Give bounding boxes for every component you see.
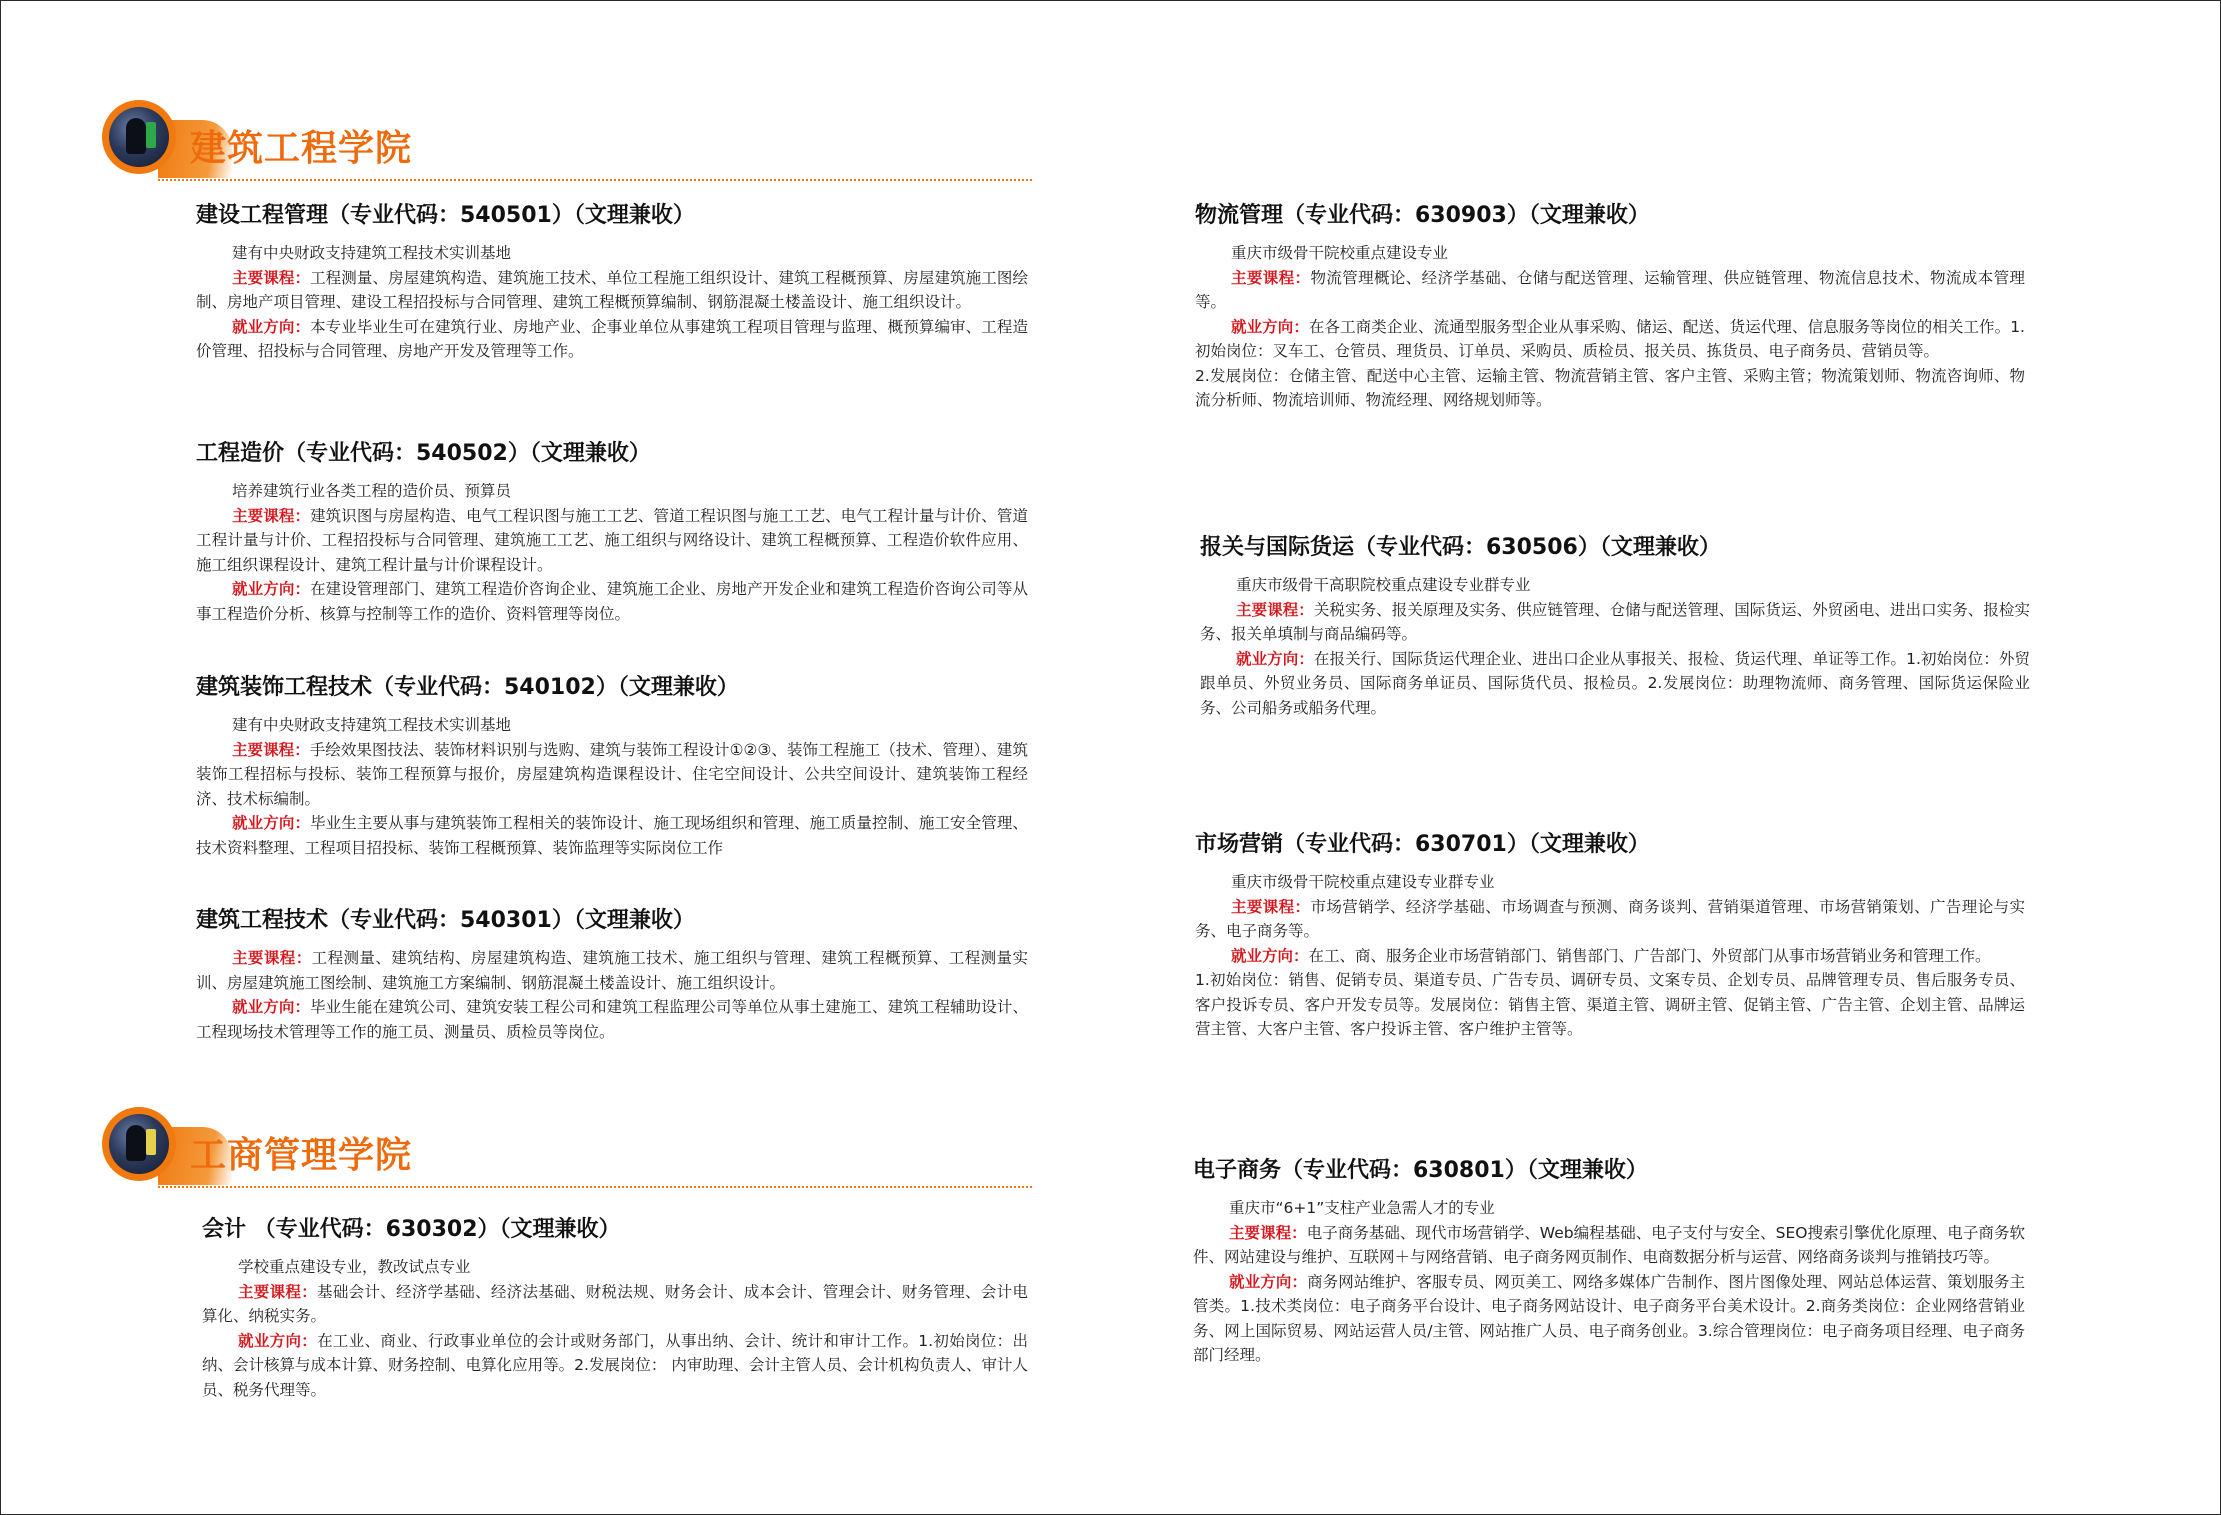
major-title: 市场营销（专业代码：630701）（文理兼收） [1195, 832, 1650, 857]
major-courses: 主要课程：关税实务、报关原理及实务、供应链管理、仓储与配送管理、国际货运、外贸函电、进出口实务、报检实务、报关单填制与商品编码等。 [1200, 600, 2030, 643]
major-title: 报关与国际货运（专业代码：630506）（文理兼收） [1200, 535, 1721, 560]
major-extra: 2.发展岗位：仓储主管、配送中心主管、运输主管、物流营销主管、客户主管、采购主管；物流策划师、物流咨询师、物流分析师、物流培训师、物流经理、网络规划师等。 [1195, 366, 2025, 409]
major-intro: 重庆市级骨干院校重点建设专业 [1231, 244, 1449, 262]
major-block [196, 436, 1028, 626]
major-career: 就业方向：毕业生能在建筑公司、建筑安装工程公司和建筑工程监理公司等单位从事土建施工、建筑工程辅助设计、工程现场技术管理等工作的施工员、测量员、质检员等岗位。 [196, 998, 1028, 1041]
career-label: 就业方向： [1231, 317, 1309, 336]
course-label: 主要课程： [1231, 897, 1311, 916]
career-label: 就业方向： [1231, 946, 1309, 965]
course-label: 主要课程： [238, 1282, 318, 1301]
major-intro: 建有中央财政支持建筑工程技术实训基地 [232, 244, 512, 262]
major-intro: 重庆市“6+1”支柱产业急需人才的专业 [1229, 1199, 1495, 1217]
course-label: 主要课程： [232, 268, 311, 287]
career-label: 就业方向： [1229, 1272, 1308, 1291]
major-career: 就业方向：毕业生主要从事与建筑装饰工程相关的装饰设计、施工现场组织和管理、施工质量控制、施工安全管理、技术资料整理、工程项目招投标、装饰工程概预算、装饰监理等实际岗位工作 [196, 814, 1028, 857]
major-block [202, 1212, 1028, 1402]
career-label: 就业方向： [232, 814, 311, 832]
major-intro: 培养建筑行业各类工程的造价员、预算员 [232, 482, 512, 500]
major-courses: 主要课程：手绘效果图技法、装饰材料识别与选购、建筑与装饰工程设计①②③、装饰工程施工（技术、管理）、建筑装饰工程招标与投标、装饰工程预算与报价，房屋建筑构造课程设计、住宅空间设计、公共空间设计、建筑装饰工程经济、技术标编制。 [196, 740, 1028, 808]
major-title: 电子商务（专业代码：630801）（文理兼收） [1193, 1158, 1648, 1183]
college-name: 工商管理学院 [190, 1135, 413, 1176]
major-courses: 主要课程：市场营销学、经济学基础、市场调查与预测、商务谈判、营销渠道管理、市场营销策划、广告理论与实务、电子商务等。 [1195, 897, 2025, 940]
major-career: 就业方向：在建设管理部门、建筑工程造价咨询企业、建筑施工企业、房地产开发企业和建筑工程造价咨询公司等从事工程造价分析、核算与控制等工作的造价、资料管理等岗位。 [196, 580, 1028, 623]
major-career: 就业方向：在报关行、国际货运代理企业、进出口企业从事报关、报检、货运代理、单证等工作。1.初始岗位：外贸跟单员、外贸业务员、国际商务单证员、国际货代员、报检员。2.发展岗位：助理物流师、商务管理、国际货运保险业务、公司船务或船务代理。 [1200, 649, 2030, 717]
major-courses: 主要课程：建筑识图与房屋构造、电气工程识图与施工工艺、管道工程识图与施工工艺、电气工程计量与计价、管道工程计量与计价、工程招投标与合同管理、建筑施工工艺、施工组织与网络设计、建筑工程概预算、工程造价软件应用、施工组织课程设计、建筑工程计量与计价课程设计。 [196, 506, 1028, 574]
major-intro: 重庆市级骨干院校重点建设专业群专业 [1231, 873, 1495, 891]
major-title: 建筑装饰工程技术（专业代码：540102）（文理兼收） [196, 675, 739, 700]
divider [158, 179, 1032, 181]
career-label: 就业方向： [232, 998, 311, 1016]
major-block [196, 903, 1028, 1044]
divider [158, 1186, 1032, 1188]
major-career: 就业方向：在各工商类企业、流通型服务型企业从事采购、储运、配送、货运代理、信息服务等岗位的相关工作。1.初始岗位：叉车工、仓管员、理货员、订单员、采购员、质检员、报关员、拣货员、电子商务员、营销员等。 [1195, 317, 2025, 360]
major-title: 建筑工程技术（专业代码：540301）（文理兼收） [196, 908, 695, 933]
career-label: 就业方向： [238, 1331, 318, 1350]
major-career: 就业方向：在工、商、服务企业市场营销部门、销售部门、广告部门、外贸部门从事市场营销业务和管理工作。 [1231, 946, 1991, 965]
major-block [196, 670, 1028, 860]
course-label: 主要课程： [1229, 1223, 1307, 1242]
career-label: 就业方向： [1236, 649, 1314, 668]
major-block [196, 198, 1028, 364]
career-label: 就业方向： [232, 317, 311, 336]
major-title: 建设工程管理（专业代码：540501）（文理兼收） [196, 203, 695, 228]
major-block [1193, 1153, 2025, 1368]
major-courses: 主要课程：工程测量、房屋建筑构造、建筑施工技术、单位工程施工组织设计、建筑工程概预算、房屋建筑施工图绘制、房地产项目管理、建设工程招投标与合同管理、建筑工程概预算编制、钢筋混凝土楼盖设计、施工组织设计。 [196, 268, 1028, 311]
major-title: 工程造价（专业代码：540502）（文理兼收） [196, 441, 651, 466]
students-photo-icon [102, 1107, 176, 1181]
major-career: 就业方向：在工业、商业、行政事业单位的会计或财务部门，从事出纳、会计、统计和审计工作。1.初始岗位：出纳、会计核算与成本计算、财务控制、电算化应用等。2.发展岗位： 内审助理、会计主管人员、会计机构负责人、审计人员、税务代理等。 [202, 1331, 1028, 1399]
major-courses: 主要课程：物流管理概论、经济学基础、仓储与配送管理、运输管理、供应链管理、物流信息技术、物流成本管理等。 [1195, 268, 2025, 311]
major-extra: 1.初始岗位：销售、促销专员、渠道专员、广告专员、调研专员、文案专员、企划专员、品牌管理专员、售后服务专员、客户投诉专员、客户开发专员等。发展岗位：销售主管、渠道主管、调研主管、促销主管、广告主管、企划主管、品牌运营主管、大客户主管、客户投诉主管、客户维护主管等。 [1195, 971, 2025, 1038]
major-intro: 学校重点建设专业，教改试点专业 [238, 1258, 471, 1276]
major-courses: 主要课程：工程测量、建筑结构、房屋建筑构造、建筑施工技术、施工组织与管理、建筑工程概预算、工程测量实训、房屋建筑施工图绘制、建筑施工方案编制、钢筋混凝土楼盖设计、施工组织设计。 [196, 949, 1028, 992]
course-label: 主要课程： [232, 949, 312, 967]
major-courses: 主要课程：基础会计、经济学基础、经济法基础、财税法规、财务会计、成本会计、管理会计、财务管理、会计电算化、纳税实务。 [202, 1282, 1028, 1325]
major-title: 物流管理（专业代码：630903）（文理兼收） [1195, 203, 1650, 228]
course-label: 主要课程： [232, 506, 311, 525]
major-courses: 主要课程：电子商务基础、现代市场营销学、Web编程基础、电子支付与安全、SEO搜索引擎优化原理、电子商务软件、网站建设与维护、互联网＋与网络营销、电子商务网页制作、电商数据分析与运营、网络商务谈判与推销技巧等。 [1193, 1223, 2025, 1266]
course-label: 主要课程： [1231, 268, 1311, 287]
college-name: 建筑工程学院 [190, 128, 413, 169]
major-career: 就业方向：本专业毕业生可在建筑行业、房地产业、企事业单位从事建筑工程项目管理与监理、概预算编审、工程造价管理、招投标与合同管理、房地产开发及管理等工作。 [196, 317, 1028, 360]
course-label: 主要课程： [1236, 600, 1314, 619]
career-label: 就业方向： [232, 580, 311, 598]
major-block [1200, 530, 2030, 720]
major-intro: 重庆市级骨干高职院校重点建设专业群专业 [1236, 576, 1531, 594]
major-block [1195, 198, 2025, 413]
course-label: 主要课程： [232, 740, 310, 759]
major-title: 会计 （专业代码：630302）（文理兼收） [202, 1217, 621, 1242]
surveyor-photo-icon [102, 100, 176, 174]
major-block [1195, 827, 2025, 1042]
major-career: 就业方向：商务网站维护、客服专员、网页美工、网络多媒体广告制作、图片图像处理、网站总体运营、策划服务主管类。1.技术类岗位：电子商务平台设计、电子商务网站设计、电子商务平台美术设计。2.商务类岗位：企业网络营销业务、网上国际贸易、网站运营人员/主管、网站推广人员、电子商务创业。3.综合管理岗位：电子商务项目经理、电子商务部门经理。 [1193, 1272, 2025, 1364]
major-intro: 建有中央财政支持建筑工程技术实训基地 [232, 716, 512, 734]
